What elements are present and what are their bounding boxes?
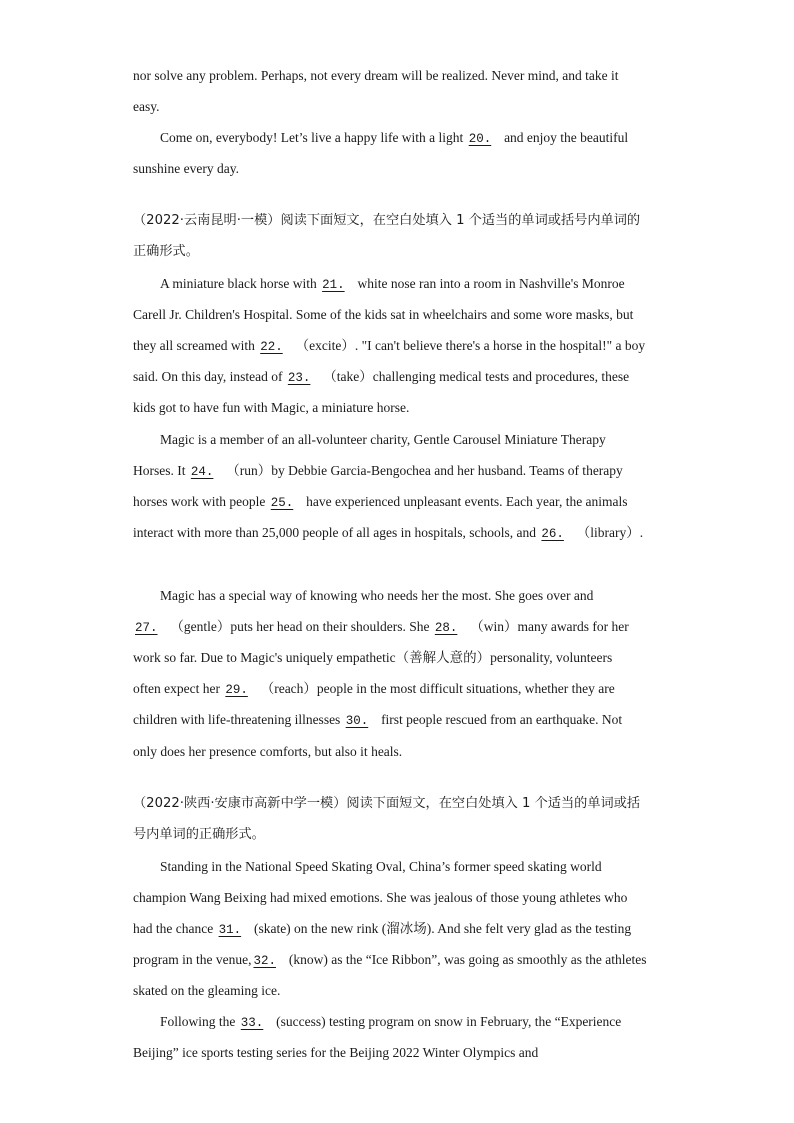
blank-23[interactable]: 23. xyxy=(287,371,311,385)
text-line: sunshine every day. xyxy=(133,161,239,176)
text-line: skated on the gleaming ice. xyxy=(133,983,281,998)
blank-26[interactable]: 26. xyxy=(541,527,564,541)
text-line: said. On this day, instead of 23. （take）challenging medical tests and procedures, these xyxy=(133,361,629,394)
text-line: A miniature black horse with 21. white nose ran into a room in Nashville's Monroe xyxy=(160,268,625,301)
blank-24[interactable]: 24. xyxy=(190,465,214,479)
text-line: nor solve any problem. Perhaps, not every dream will be realized. Never mind, and take it xyxy=(133,68,619,83)
text-line: Carell Jr. Children's Hospital. Some of the kids sat in wheelchairs and some wore masks, but xyxy=(133,307,634,322)
text-line: children with life-threatening illnesses 30. first people rescued from an earthquake. Not xyxy=(133,704,622,737)
section-heading: 号内单词的正确形式。 xyxy=(133,827,265,842)
text-line: Beijing” ice sports testing series for the Beijing 2022 Winter Olympics and xyxy=(133,1045,539,1060)
text-line: program in the venue, 32. (know) as the “Ice Ribbon”, was going as smoothly as the athletes xyxy=(133,944,647,977)
section-heading: （2022·陕西·安康市高新中学一模）阅读下面短文，在空白处填入 1 个适当的单词或括 xyxy=(133,796,641,811)
text-line: Standing in the National Speed Skating Oval, China’s former speed skating world xyxy=(160,859,602,874)
section-heading: 正确形式。 xyxy=(133,244,199,259)
text-line: often expect her 29. （reach）people in the most difficult situations, whether they are xyxy=(133,673,615,706)
text-line: champion Wang Beixing had mixed emotions. She was jealous of those young athletes who xyxy=(133,890,628,905)
text-line: work so far. Due to Magic's uniquely empathetic（善解人意的）personality, volunteers xyxy=(133,650,613,665)
blank-25[interactable]: 25. xyxy=(270,496,294,510)
text-line: kids got to have fun with Magic, a miniature horse. xyxy=(133,400,410,415)
text-line: they all screamed with 22. （excite）. "I can't believe there's a horse in the hospital!" a boy xyxy=(133,330,645,363)
text-line: only does her presence comforts, but also it heals. xyxy=(133,744,403,759)
text-line: had the chance 31. (skate) on the new rink (溜冰场). And she felt very glad as the testing xyxy=(133,913,631,946)
text-line: Come on, everybody! Let’s live a happy life with a light 20. and enjoy the beautiful xyxy=(160,122,628,155)
text-line: Magic has a special way of knowing who needs her the most. She goes over and xyxy=(160,588,594,603)
text-line: easy. xyxy=(133,99,160,114)
blank-20[interactable]: 20. xyxy=(468,132,492,146)
text-line: horses work with people 25. have experienced unpleasant events. Each year, the animals xyxy=(133,486,628,519)
blank-28[interactable]: 28. xyxy=(434,621,458,635)
section-heading: （2022·云南昆明·一模）阅读下面短文，在空白处填入 1 个适当的单词或括号内单词的 xyxy=(133,213,641,228)
blank-30[interactable]: 30. xyxy=(345,714,369,728)
blank-27[interactable]: 27. xyxy=(135,621,158,635)
text-line: 27. （gentle）puts her head on their shoulders. She 28. （win）many awards for her xyxy=(133,611,629,644)
blank-33[interactable]: 33. xyxy=(240,1016,264,1030)
blank-32[interactable]: 32. xyxy=(253,954,276,968)
text-line: Horses. It 24. （run）by Debbie Garcia-Bengochea and her husband. Teams of therapy xyxy=(133,455,623,488)
blank-21[interactable]: 21. xyxy=(322,278,345,292)
text-line: interact with more than 25,000 people of all ages in hospitals, schools, and 26. （library）. xyxy=(133,517,643,550)
blank-31[interactable]: 31. xyxy=(218,923,242,937)
text-line: Magic is a member of an all-volunteer charity, Gentle Carousel Miniature Therapy xyxy=(160,432,606,447)
blank-22[interactable]: 22. xyxy=(260,340,283,354)
blank-29[interactable]: 29. xyxy=(225,683,248,697)
text-line: Following the 33. (success) testing program on snow in February, the “Experience xyxy=(160,1006,621,1039)
